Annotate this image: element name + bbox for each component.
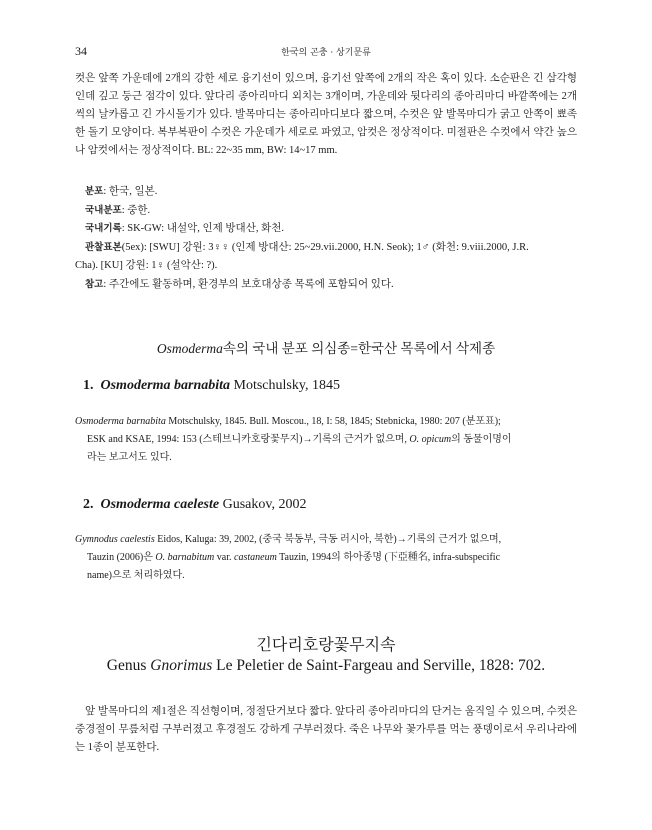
genus-title-text: Le Peletier de Saint-Fargeau and Serville, 1828: 702. xyxy=(212,657,546,674)
citation-name: O. opicum xyxy=(409,434,452,445)
species-author: Gusakov, 2002 xyxy=(222,497,307,512)
domestic-distribution-value: : 중한. xyxy=(121,204,151,216)
citation-text: ESK and KSAE, 1994: 153 (스테브니카호랑꽃무지)→기록의 근거가 없으며, xyxy=(87,434,410,445)
species-info-block xyxy=(75,183,577,294)
citation-name: O. barnabitum xyxy=(155,552,215,563)
description-paragraph: 컷은 앞쪽 가운데에 2개의 강한 세로 융기선이 있으며, 융기선 앞쪽에 2개의 작은 혹이 있다. 소순판은 긴 삼각형인데 깊고 둥근 점각이 있다. 앞다리 종아리마디 외치는 3개이며, 가운데와 뒷다리의 종아리마디 바깥쪽에는 2개씩의 날카롭고 긴 가시돌기가 있다. 발목마디는 종아리마디보다 짧으며, 수컷은 앞 발목마디가 굵고 안쪽이 뾰족한 돌기 모양이다. 복부복판이 수컷은 가운데가 세로로 파였고, 암컷은 정상적이다. 미절판은 수컷에서 약간 높으나 암컷에서는 정상적이다. BL: 22~35 mm, BW: 14~17 mm. xyxy=(75,73,577,156)
domestic-records-line xyxy=(75,220,577,239)
specimens-value-2: Cha). [KU] 강원: 1♀ (설악산: ?). xyxy=(75,260,218,271)
section-title-doubtful-species xyxy=(75,337,577,357)
specimens-value-1: (5ex): [SWU] 강원: 3♀♀ (인제 방대산: 25~29.vii.2000, H.N. Seok); 1♂ (화천: 9.viii.2000, J.R. xyxy=(121,241,529,253)
genus-name: Gnorimus xyxy=(150,657,213,674)
citation-text: var. xyxy=(214,552,235,563)
species-heading-2 xyxy=(83,497,306,513)
citation-text: Tauzin, 1994의 하아종명 (下亞種名, infra-subspecific xyxy=(276,552,501,563)
species-name: Osmoderma barnabita xyxy=(100,378,231,393)
domestic-records-label: 국내기록 xyxy=(85,223,122,234)
citation-name: Gymnodus caelestis xyxy=(75,534,155,545)
citation-text: name)으로 처리하였다. xyxy=(87,570,185,581)
genus-title-text: Genus xyxy=(106,657,151,674)
domestic-records-value: : SK-GW: 내설악, 인제 방대산, 화천. xyxy=(121,223,285,234)
running-title: 한국의 곤충 · 상기문류 xyxy=(281,48,371,58)
genus-description-paragraph: 앞 발목마디의 제1절은 직선형이며, 정절단거보다 짧다. 앞다리 종아리마디의 단거는 움직일 수 있으며, 수컷은 중경절이 무릎처럼 구부러졌고 후경절도 강하게 구부러졌다. 죽은 나무와 꽃가루를 먹는 풍뎅이로서 우리나라에는 1종이 분포한다. xyxy=(75,706,577,753)
species-number: 1. xyxy=(83,378,94,393)
species-citation-1 xyxy=(75,413,577,467)
distribution-line xyxy=(75,183,577,202)
citation-text: Motschulsky, 1845. Bull. Moscou., 18, I: 58, 1845; Stebnicka, 1980: 207 (분포표); xyxy=(165,416,501,427)
note-value: : 주간에도 활동하며, 환경부의 보호대상종 목록에 포함되어 있다. xyxy=(103,278,394,290)
distribution-label: 분포 xyxy=(85,186,104,197)
citation-name: castaneum xyxy=(234,552,277,563)
note-label: 참고 xyxy=(85,278,104,290)
species-name: Osmoderma caeleste xyxy=(100,497,220,512)
species-author: Motschulsky, 1845 xyxy=(233,378,340,393)
citation-text: Eidos, Kaluga: 39, 2002, (중국 북동부, 극동 러시아, 북한)→기록의 근거가 없으며, xyxy=(154,534,502,545)
specimens-line xyxy=(75,239,577,258)
genus-title-english xyxy=(75,657,577,675)
note-line xyxy=(75,276,577,295)
specimens-label: 관찰표본 xyxy=(85,241,122,253)
species-citation-2 xyxy=(75,531,577,585)
specimens-line-cont xyxy=(75,257,577,276)
page-number: 34 xyxy=(75,44,87,58)
page-header xyxy=(75,44,577,58)
species-heading-1 xyxy=(83,378,340,394)
distribution-value: : 한국, 일본. xyxy=(103,186,158,197)
citation-text: Tauzin (2006)은 xyxy=(87,552,156,563)
domestic-distribution-label: 국내분포 xyxy=(85,204,122,216)
citation-text: 라는 보고서도 있다. xyxy=(87,452,172,463)
species-number: 2. xyxy=(83,497,94,512)
section-title-rest: 속의 국내 분포 의심종=한국산 목록에서 삭제종 xyxy=(222,341,496,356)
citation-text: 의 동물이명이 xyxy=(451,434,512,445)
domestic-distribution-line xyxy=(75,202,577,221)
section-title-genus: Osmoderma xyxy=(156,341,223,356)
citation-name: Osmoderma barnabita xyxy=(75,416,166,427)
genus-title-korean: 긴다리호랑꽃무지속 xyxy=(256,635,396,654)
